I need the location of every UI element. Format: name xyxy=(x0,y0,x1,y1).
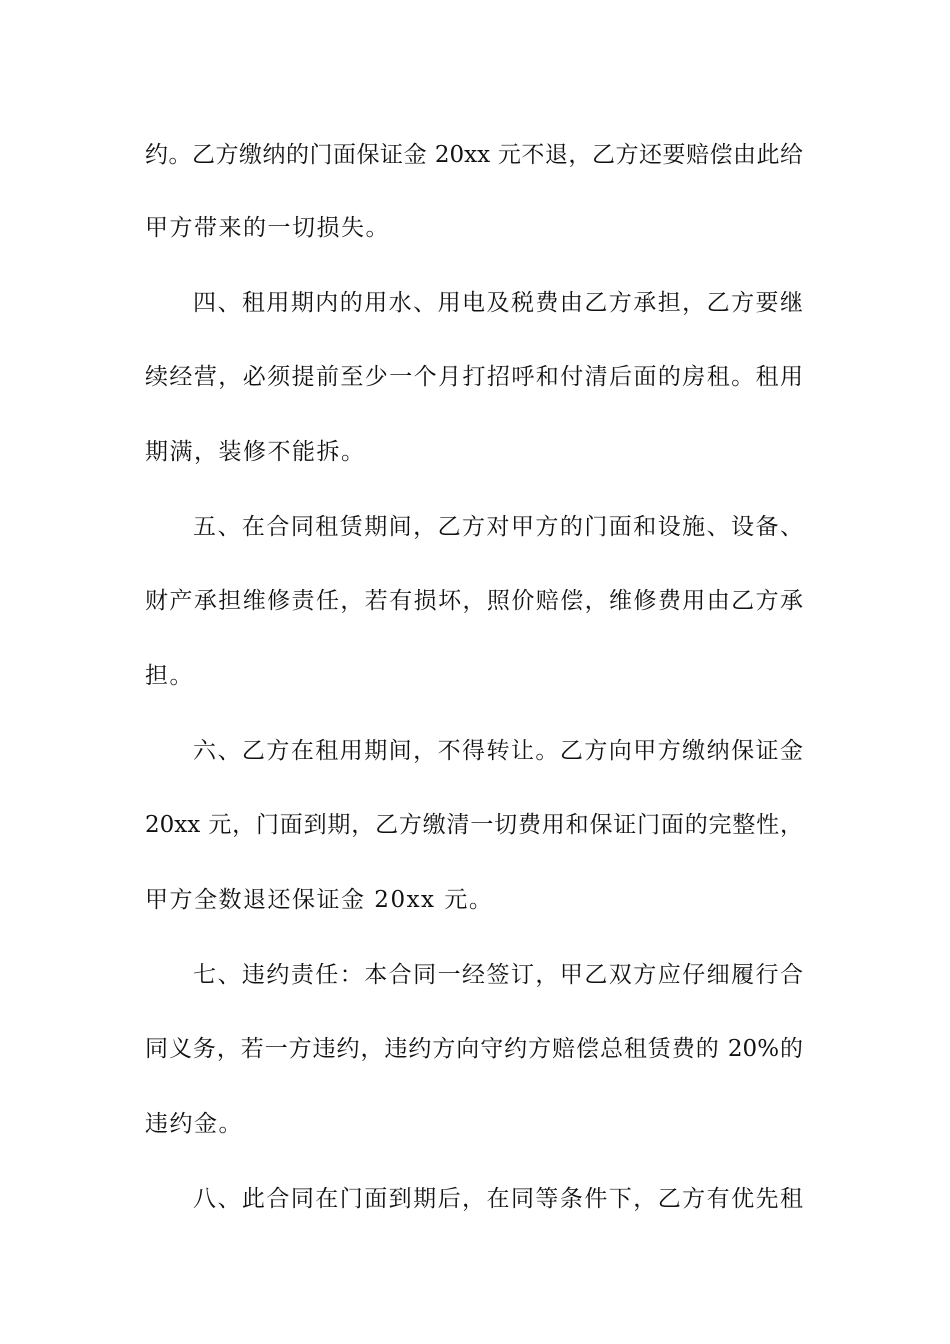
text-line: 甲方带来的一切损失。 xyxy=(145,215,390,241)
text-line: 甲方全数退还保证金 20xx 元。 xyxy=(145,887,494,913)
paragraph-six-start: 六、乙方在租用期间，不得转让。乙方向甲方缴纳保证金 xyxy=(193,738,803,764)
text-line: 20xx 元，门面到期，乙方缴清一切费用和保证门面的完整性， xyxy=(145,812,803,838)
paragraph-eight-start: 八、此合同在门面到期后，在同等条件下，乙方有优先租 xyxy=(193,1186,803,1212)
paragraph-five-start: 五、在合同租赁期间，乙方对甲方的门面和设施、设备、 xyxy=(193,514,803,540)
text-line: 同义务，若一方违约，违约方向守约方赔偿总租赁费的 20%的 xyxy=(145,1036,803,1062)
text-line: 违约金。 xyxy=(145,1111,243,1137)
text-line: 担。 xyxy=(145,663,194,689)
text-line: 财产承担维修责任，若有损坏，照价赔偿，维修费用由乙方承 xyxy=(145,588,803,614)
text-line: 约。乙方缴纳的门面保证金 20xx 元不退，乙方还要赔偿由此给 xyxy=(145,142,803,168)
paragraph-seven-start: 七、违约责任：本合同一经签订，甲乙双方应仔细履行合 xyxy=(193,962,803,988)
text-line: 续经营，必须提前至少一个月打招呼和付清后面的房租。租用 xyxy=(145,364,803,390)
paragraph-four-start: 四、租用期内的用水、用电及税费由乙方承担，乙方要继 xyxy=(193,290,803,316)
text-line: 期满，装修不能拆。 xyxy=(145,439,366,465)
